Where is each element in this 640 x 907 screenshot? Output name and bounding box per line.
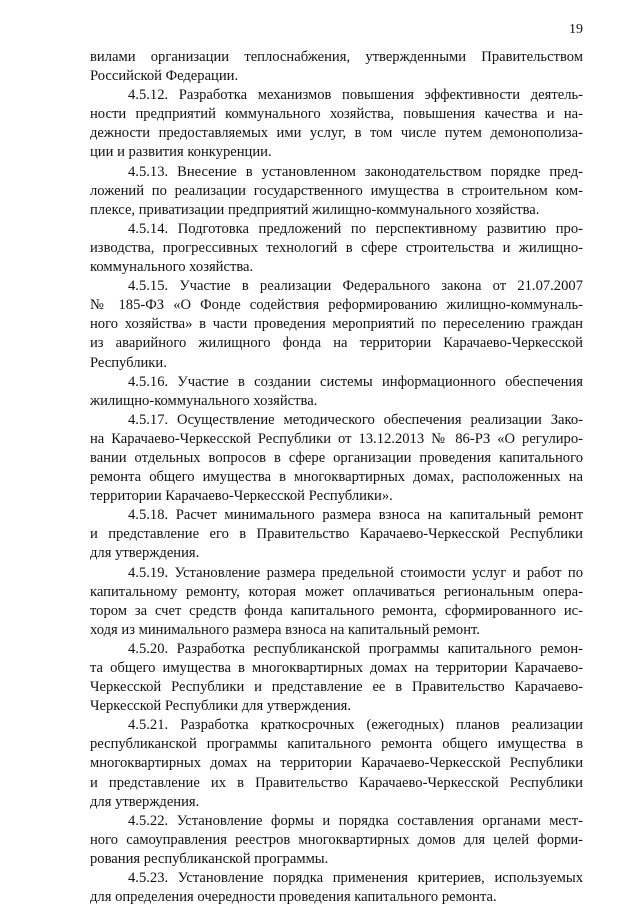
text-line: вилами организации теплоснабжения, утвержденными Правительством xyxy=(90,49,583,65)
text-line: 4.5.13. Внесение в установленном законодательством порядке пред- xyxy=(128,163,583,180)
text-line: ности предприятий коммунального хозяйства, повышения качества и на- xyxy=(90,106,583,123)
text-line: 4.5.21. Разработка краткосрочных (ежегодных) планов реализации xyxy=(128,717,583,734)
text-line: коммунального хозяйства. xyxy=(90,259,254,276)
text-line: ции и развития конкуренции. xyxy=(90,144,272,161)
text-line: тором за счет средств фонда капитального ремонта, сформированного ис- xyxy=(90,602,583,619)
text-line: территории Карачаево-Черкесской Республики». xyxy=(90,488,393,505)
text-line: плексе, приватизации предприятий жилищно-коммунального хозяйства. xyxy=(90,201,540,218)
text-line: 4.5.19. Установление размера предельной стоимости услуг и работ по xyxy=(128,564,583,581)
text-line: и представление их в Правительство Карачаево-Черкесской Республики xyxy=(90,774,583,791)
text-line: Республики. xyxy=(90,354,167,371)
page-number: 19 xyxy=(569,22,583,37)
text-line: вании отдельных вопросов в сфере организации проведения капитального xyxy=(90,449,583,466)
text-line: ложений по реализации государственного имущества в строительном ком- xyxy=(90,182,583,199)
text-line: Российской Федерации. xyxy=(90,68,239,85)
text-line: 4.5.22. Установление формы и порядка составления органами мест- xyxy=(128,812,583,829)
text-line: ремонта общего имущества в многоквартирных домах, расположенных на xyxy=(90,469,583,486)
text-line: 4.5.23. Установление порядка применения критериев, используемых xyxy=(128,870,583,887)
text-line: 4.5.16. Участие в создании системы информационного обеспечения xyxy=(128,373,583,390)
text-line: 4.5.18. Расчет минимального размера взноса на капитальный ремонт xyxy=(128,507,583,524)
text-line: для утверждения. xyxy=(90,793,200,810)
text-line: республиканской программы капитального ремонта общего имущества в xyxy=(90,736,583,753)
text-line: та общего имущества в многоквартирных домах на территории Карачаево- xyxy=(90,660,583,676)
body-text xyxy=(90,48,583,907)
text-line: капитальному ремонту, которая может оплачиваться региональным опера- xyxy=(90,583,583,600)
text-line: многоквартирных домах на территории Карачаево-Черкесской Республики xyxy=(90,755,583,772)
text-line: Черкесской Республики и представление ее в Правительство Карачаево- xyxy=(90,679,583,696)
text-line: № 185-ФЗ «О Фонде содействия реформированию жилищно-коммуналь- xyxy=(90,297,583,314)
text-line: изводства, прогрессивных технологий в сфере строительства и жилищно- xyxy=(90,239,583,256)
text-line: 4.5.12. Разработка механизмов повышения эффективности деятель- xyxy=(128,87,583,104)
text-line: ного самоуправления реестров многоквартирных домов для целей форми- xyxy=(90,831,583,848)
text-line: рования республиканской программы. xyxy=(90,850,329,867)
text-line: для утверждения. xyxy=(90,545,200,562)
text-line: дежности предоставляемых ими услуг, в том числе путем демонополиза- xyxy=(90,125,583,142)
text-line: из аварийного жилищного фонда на территории Карачаево-Черкесской xyxy=(90,335,583,352)
text-line: 4.5.20. Разработка республиканской программы капитального ремон- xyxy=(128,640,583,657)
text-line: ного хозяйства» в части проведения мероприятий по переселению граждан xyxy=(90,316,583,333)
text-line: ходя из минимального размера взноса на капитальный ремонт. xyxy=(90,621,480,638)
text-line: для определения очередности проведения капитального ремонта. xyxy=(90,889,497,906)
text-line: на Карачаево-Черкесской Республики от 13.12.2013 № 86-РЗ «О регулиро- xyxy=(90,430,583,447)
text-line: 4.5.14. Подготовка предложений по перспективному развитию про- xyxy=(128,220,583,237)
text-line: 4.5.15. Участие в реализации Федерального закона от 21.07.2007 xyxy=(128,278,583,295)
text-line: Черкесской Республики для утверждения. xyxy=(90,698,352,715)
text-line: и представление его в Правительство Карачаево-Черкесской Республики xyxy=(90,526,583,543)
text-line: 4.5.17. Осуществление методического обеспечения реализации Зако- xyxy=(128,411,583,428)
text-line: жилищно-коммунального хозяйства. xyxy=(90,392,318,409)
